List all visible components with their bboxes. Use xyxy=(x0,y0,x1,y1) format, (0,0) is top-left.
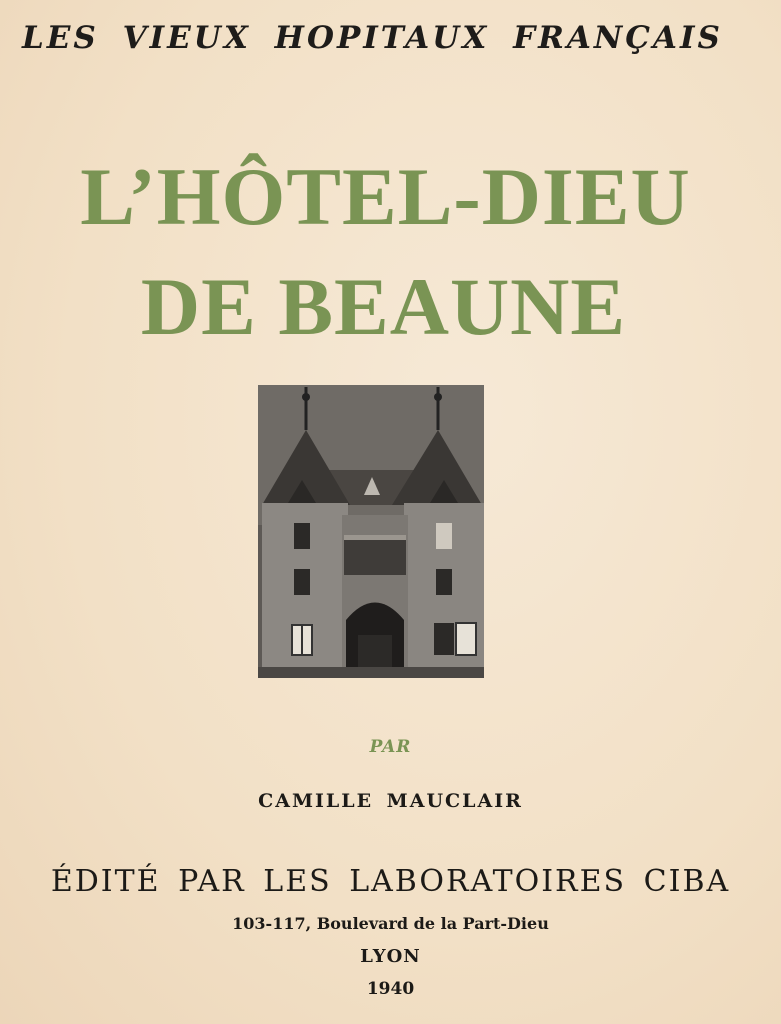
title-line-1: L’HÔTEL-DIEU xyxy=(80,151,691,242)
publisher-line: ÉDITÉ PAR LES LABORATOIRES CIBA xyxy=(50,864,731,899)
author-name: CAMILLE MAUCLAIR xyxy=(258,790,523,812)
publisher-city: LYON xyxy=(360,946,421,967)
series-title: LES VIEUX HOPITAUX FRANÇAIS xyxy=(22,20,723,56)
publisher-address: 103-117, Boulevard de la Part-Dieu xyxy=(232,914,549,933)
title-line-2: DE BEAUNE xyxy=(140,261,627,352)
by-label: PAR xyxy=(369,737,412,757)
building-photograph xyxy=(258,385,484,678)
publication-year: 1940 xyxy=(366,979,415,999)
